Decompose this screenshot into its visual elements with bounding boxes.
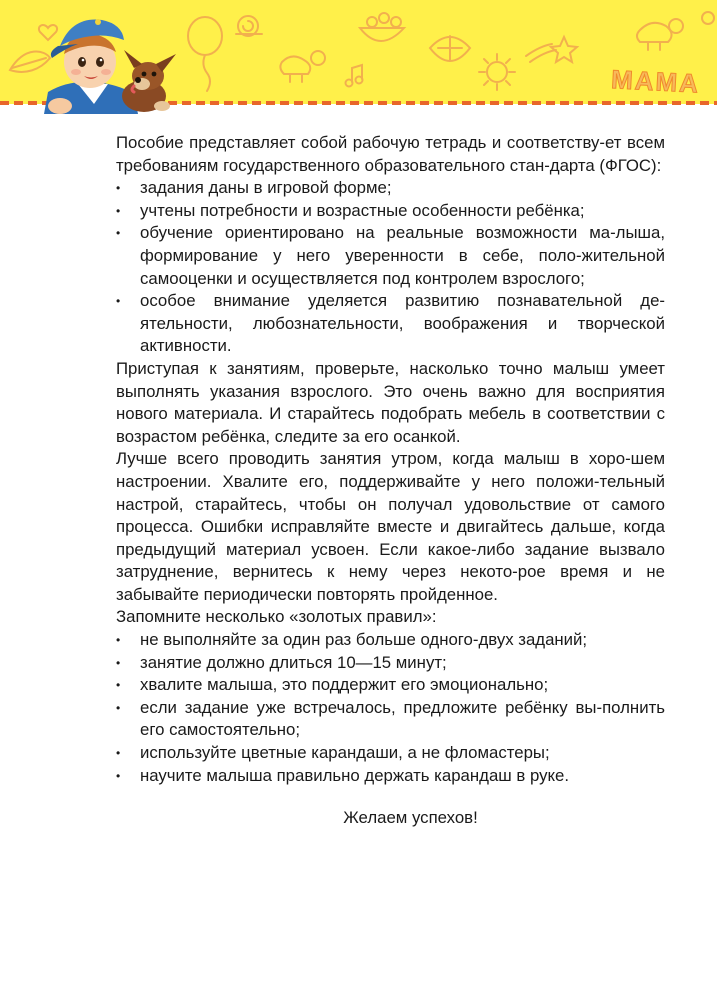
note-doodle bbox=[352, 65, 362, 82]
bullet-marker: • bbox=[116, 203, 121, 218]
body-text bbox=[116, 132, 665, 830]
bullet-marker: • bbox=[116, 768, 121, 783]
list-item: • научите малыша правильно держать карандаш в руке. bbox=[116, 765, 665, 788]
dog-doodle bbox=[280, 56, 310, 74]
list-item: • не выполняйте за один раз больше одного-двух заданий; bbox=[116, 629, 665, 652]
list-item: • обучение ориентировано на реальные возможности ма-лыша, формирование у него уверенности в себе, поло-жительной самооценки и осуществляется под контролем взрослого; bbox=[116, 223, 665, 288]
features-list bbox=[116, 177, 665, 358]
bullet-marker: • bbox=[116, 294, 121, 309]
list-item: • задания даны в игровой форме; bbox=[116, 177, 665, 200]
bullet-marker: • bbox=[116, 633, 121, 648]
bowl-doodle bbox=[360, 28, 404, 41]
closing-wish: Желаем успехов! bbox=[343, 808, 478, 828]
paragraph-morning: Лучше всего проводить занятия утром, когда малыш в хоро-шем настроении. Хвалите его, поддерживайте у него положи-тельный настрой, старайтесь, чтобы он получал удовольствие от самого процесса. Ошибки исправляйте вместе и двигайтесь дальше, когда предыдущий материал усвоен. Если какое-либо задание вызвало затруднение, вернитесь к нему через некото-рое время и не забывайте периодически повторять пройденное. bbox=[116, 449, 665, 604]
list-item: • занятие должно длиться 10—15 минут; bbox=[116, 652, 665, 675]
boy-and-puppy-illustration bbox=[38, 10, 188, 114]
list-item: • учтены потребности и возрастные особенности ребёнка; bbox=[116, 200, 665, 223]
dog-doodle-right bbox=[637, 23, 672, 42]
rules-list bbox=[116, 629, 665, 787]
bullet-marker: • bbox=[116, 700, 121, 715]
sun-doodle bbox=[487, 62, 507, 82]
list-item: • если задание уже встречалось, предложите ребёнку вы-полнить его самостоятельно; bbox=[116, 697, 665, 740]
bullet-marker: • bbox=[116, 226, 121, 241]
list-item: • используйте цветные карандаши, а не фломастеры; bbox=[116, 742, 665, 765]
bullet-marker: • bbox=[116, 655, 121, 670]
bullet-marker: • bbox=[116, 181, 121, 196]
intro-paragraph: Пособие представляет собой рабочую тетрадь и соответству-ет всем требованиям государственного образовательного стан-дарта (ФГОС): bbox=[116, 133, 665, 175]
list-item: • хвалите малыша, это поддержит его эмоционально; bbox=[116, 674, 665, 697]
rules-intro: Запомните несколько «золотых правил»: bbox=[116, 607, 437, 627]
bullet-marker: • bbox=[116, 678, 121, 693]
list-item: • особое внимание уделяется развитию познавательной де-ятельности, любознательности, воображения и творческой активности. bbox=[116, 291, 665, 356]
bullet-marker: • bbox=[116, 746, 121, 761]
paragraph-posture: Приступая к занятиям, проверьте, насколько точно малыш умеет выполнять указания взрослого. Это очень важно для восприятия нового материала. И старайтесь подобрать мебель в соответствии с возрастом ребёнка, следите за его осанкой. bbox=[116, 358, 665, 446]
banner-word-mama: МАМА bbox=[610, 64, 701, 99]
balloon-doodle bbox=[188, 17, 222, 55]
